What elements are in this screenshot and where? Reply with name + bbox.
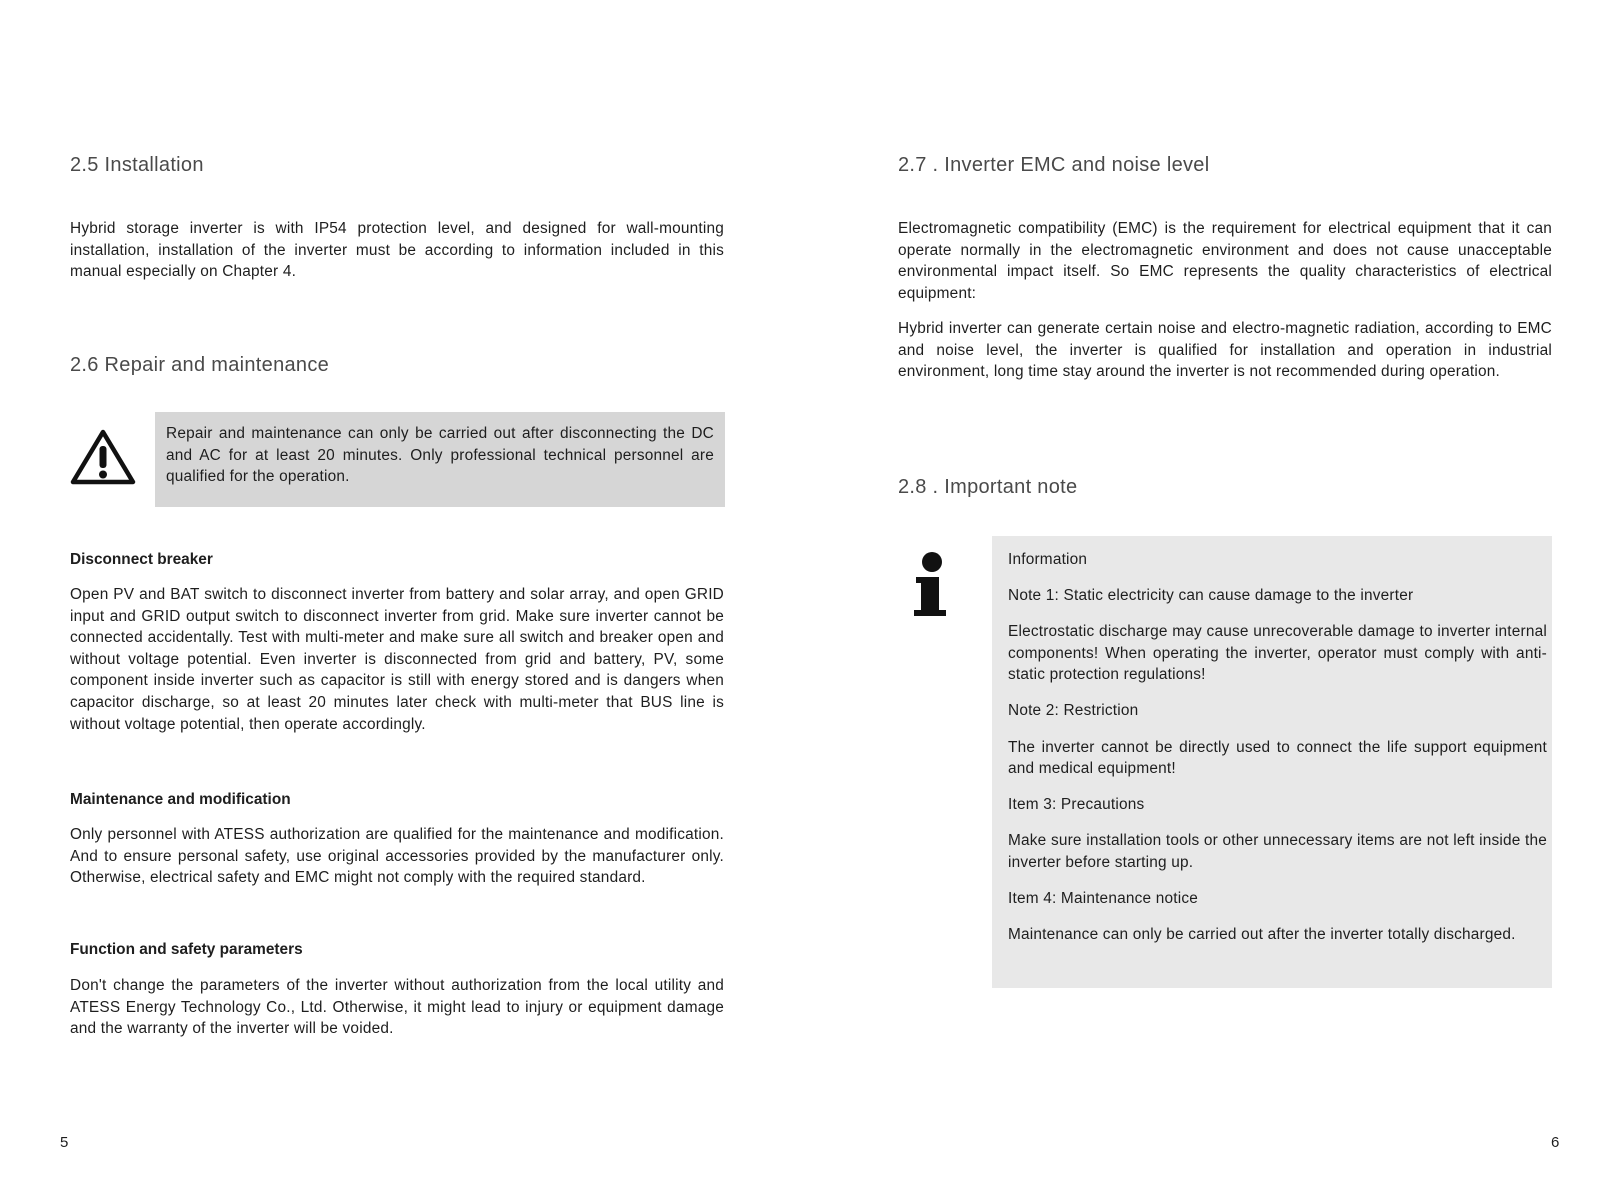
- emc-text-2: Hybrid inverter can generate certain noise and electro-magnetic radiation, according to EMC and noise level, the inverter is qualified for installation and operation in industrial environment, long time stay around the inverter is not recommended during operation.: [898, 320, 1552, 381]
- note-information-label: Information: [1008, 551, 1088, 568]
- maintenance-modification-heading: Maintenance and modification: [70, 791, 291, 808]
- function-safety-heading: Function and safety parameters: [70, 941, 303, 958]
- emc-title: 2.7 . Inverter EMC and noise level: [898, 154, 1210, 176]
- item-4-text: Maintenance can only be carried out after the inverter totally discharged.: [1008, 926, 1516, 944]
- important-note-title: 2.8 . Important note: [898, 476, 1078, 498]
- item-4-title: Item 4: Maintenance notice: [1008, 890, 1198, 908]
- function-safety-text: Don't change the parameters of the inverter without authorization from the local utility and ATESS Energy Technology Co., Ltd. Otherwise, it might lead to injury or equipment damage and the warranty of the inverter will be voided.: [70, 977, 724, 1038]
- repair-title: 2.6 Repair and maintenance: [70, 354, 330, 376]
- note-1-text: Electrostatic discharge may cause unrecoverable damage to inverter internal components! When operating the inverter, operator must comply with anti-static protection regulations!: [1008, 623, 1547, 684]
- item-3-text: Make sure installation tools or other unnecessary items are not left inside the inverter before starting up.: [1008, 832, 1547, 871]
- note-1-title: Note 1: Static electricity can cause damage to the inverter: [1008, 587, 1414, 605]
- maintenance-modification-text: Only personnel with ATESS authorization are qualified for the maintenance and modification. And to ensure personal safety, use original accessories provided by the manufacturer only. Otherwise, electrical safety and EMC might not comply with the required standard.: [70, 826, 724, 887]
- important-note-box: [992, 536, 1552, 988]
- item-3-title: Item 3: Precautions: [1008, 796, 1145, 814]
- disconnect-breaker-heading: Disconnect breaker: [70, 551, 213, 568]
- information-icon: [910, 552, 950, 618]
- disconnect-breaker-text: Open PV and BAT switch to disconnect inverter from battery and solar array, and open GRID input and GRID output switch to disconnect inverter from grid. Make sure inverter cannot be connected accidentally. Test with multi-meter and make sure all switch and breaker open and without voltage potential. Even inverter is disconnected from grid and battery, PV, some component inside inverter such as capacitor is still with energy stored and is dangers when capacitor discharge, so at least 20 minutes later check with multi-meter that BUS line is without voltage potential, then operate accordingly.: [70, 586, 724, 733]
- installation-text: Hybrid storage inverter is with IP54 protection level, and designed for wall-mounting installation, installation of the inverter must be according to information included in this manual especially on Chapter 4.: [70, 220, 724, 281]
- page-number-right: 6: [1551, 1134, 1560, 1151]
- page-number-left: 5: [60, 1134, 69, 1151]
- emc-text-1: Electromagnetic compatibility (EMC) is the requirement for electrical equipment that it can operate normally in the electromagnetic environment and does not cause unacceptable environmental impact itself. So EMC represents the quality characteristics of electrical equipment:: [898, 220, 1552, 302]
- repair-warning-box: [155, 412, 725, 507]
- installation-title: 2.5 Installation: [70, 154, 204, 176]
- repair-warning-text: Repair and maintenance can only be carried out after disconnecting the DC and AC for at least 20 minutes. Only professional technical personnel are qualified for the operation.: [166, 425, 714, 486]
- note-2-text: The inverter cannot be directly used to connect the life support equipment and medical equipment!: [1008, 738, 1547, 778]
- warning-triangle-icon: [70, 428, 136, 486]
- note-2-title: Note 2: Restriction: [1008, 702, 1139, 720]
